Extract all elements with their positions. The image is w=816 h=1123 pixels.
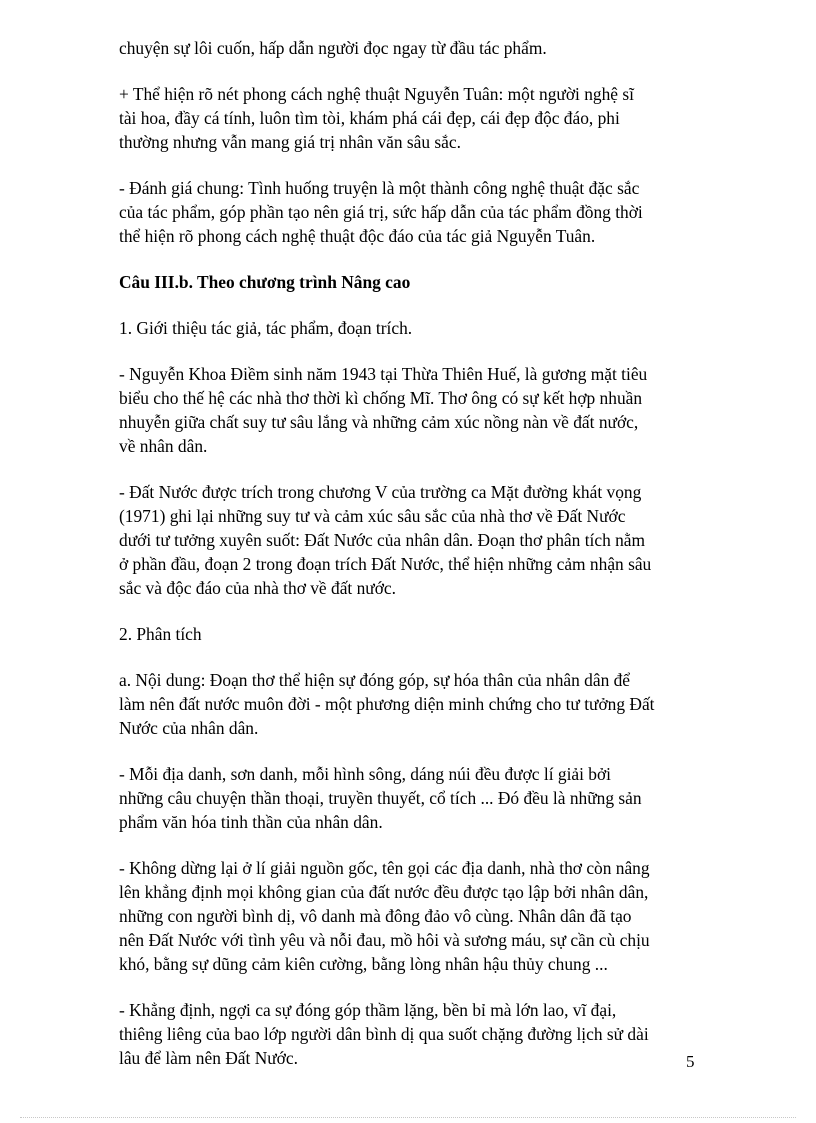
text-line: Câu III.b. Theo chương trình Nâng cao xyxy=(119,272,411,292)
text-line: - Đất Nước được trích trong chương V của trường ca Mặt đường khát vọng xyxy=(119,482,642,502)
text-line: thể hiện rõ phong cách nghệ thuật độc đáo của tác giả Nguyễn Tuân. xyxy=(119,226,596,246)
paragraph xyxy=(119,316,699,340)
text-line: - Đánh giá chung: Tình huống truyện là một thành công nghệ thuật đặc sắc xyxy=(119,178,640,198)
text-line: lâu để làm nên Đất Nước. xyxy=(119,1048,298,1068)
text-line: ở phần đầu, đoạn 2 trong đoạn trích Đất Nước, thể hiện những cảm nhận sâu xyxy=(119,554,652,574)
paragraph xyxy=(119,82,699,154)
text-line: của tác phẩm, góp phần tạo nên giá trị, sức hấp dẫn của tác phẩm đồng thời xyxy=(119,202,643,222)
paragraph xyxy=(119,762,699,834)
text-line: làm nên đất nước muôn đời - một phương diện minh chứng cho tư tưởng Đất xyxy=(119,694,655,714)
text-line: nhuyễn giữa chất suy tư sâu lắng và những cảm xúc nồng nàn về đất nước, xyxy=(119,412,639,432)
text-line: tài hoa, đầy cá tính, luôn tìm tòi, khám phá cái đẹp, cái đẹp độc đáo, phi xyxy=(119,108,620,128)
page-number: 5 xyxy=(686,1052,695,1071)
text-line: biểu cho thế hệ các nhà thơ thời kì chống Mĩ. Thơ ông có sự kết hợp nhuần xyxy=(119,388,643,408)
text-line: 1. Giới thiệu tác giả, tác phẩm, đoạn trích. xyxy=(119,318,413,338)
text-line: những câu chuyện thần thoại, truyền thuyết, cổ tích ... Đó đều là những sản xyxy=(119,788,642,808)
paragraph xyxy=(119,36,699,60)
text-line: - Khẳng định, ngợi ca sự đóng góp thầm lặng, bền bỉ mà lớn lao, vĩ đại, xyxy=(119,1000,617,1020)
text-line: nên Đất Nước với tình yêu và nỗi đau, mồ hôi và sương máu, sự cần cù chịu xyxy=(119,930,650,950)
paragraph xyxy=(119,856,699,976)
text-line: - Mỗi địa danh, sơn danh, mỗi hình sông, dáng núi đều được lí giải bởi xyxy=(119,764,612,784)
text-line: khó, bằng sự dũng cảm kiên cường, bằng lòng nhân hậu thủy chung ... xyxy=(119,954,608,974)
text-line: - Không dừng lại ở lí giải nguồn gốc, tên gọi các địa danh, nhà thơ còn nâng xyxy=(119,858,650,878)
text-line: những con người bình dị, vô danh mà đông đảo vô cùng. Nhân dân đã tạo xyxy=(119,906,632,926)
paragraph xyxy=(119,176,699,248)
text-line: sắc và độc đáo của nhà thơ về đất nước. xyxy=(119,578,396,598)
text-line: lên khẳng định mọi không gian của đất nước đều được tạo lập bởi nhân dân, xyxy=(119,882,649,902)
paragraph xyxy=(119,480,699,600)
text-line: thường nhưng vẫn mang giá trị nhân văn sâu sắc. xyxy=(119,132,461,152)
text-line: chuyện sự lôi cuốn, hấp dẫn người đọc ngay từ đầu tác phẩm. xyxy=(119,38,547,58)
text-line: - Nguyễn Khoa Điềm sinh năm 1943 tại Thừa Thiên Huế, là gương mặt tiêu xyxy=(119,364,648,384)
text-line: (1971) ghi lại những suy tư và cảm xúc sâu sắc của nhà thơ về Đất Nước xyxy=(119,506,626,526)
text-line: + Thể hiện rõ nét phong cách nghệ thuật Nguyễn Tuân: một người nghệ sĩ xyxy=(119,84,634,104)
paragraph xyxy=(119,362,699,458)
paragraph xyxy=(119,998,699,1070)
text-line: dưới tư tưởng xuyên suốt: Đất Nước của nhân dân. Đoạn thơ phân tích nằm xyxy=(119,530,646,550)
page-bottom-edge xyxy=(20,1117,796,1118)
text-line: a. Nội dung: Đoạn thơ thể hiện sự đóng góp, sự hóa thân của nhân dân để xyxy=(119,670,631,690)
text-line: về nhân dân. xyxy=(119,436,208,456)
text-line: Nước của nhân dân. xyxy=(119,718,259,738)
document-body xyxy=(119,36,699,1092)
text-line: phẩm văn hóa tinh thần của nhân dân. xyxy=(119,812,383,832)
text-line: thiêng liêng của bao lớp người dân bình dị qua suốt chặng đường lịch sử dài xyxy=(119,1024,649,1044)
section-heading xyxy=(119,270,699,294)
paragraph xyxy=(119,622,699,646)
text-line: 2. Phân tích xyxy=(119,624,202,644)
paragraph xyxy=(119,668,699,740)
